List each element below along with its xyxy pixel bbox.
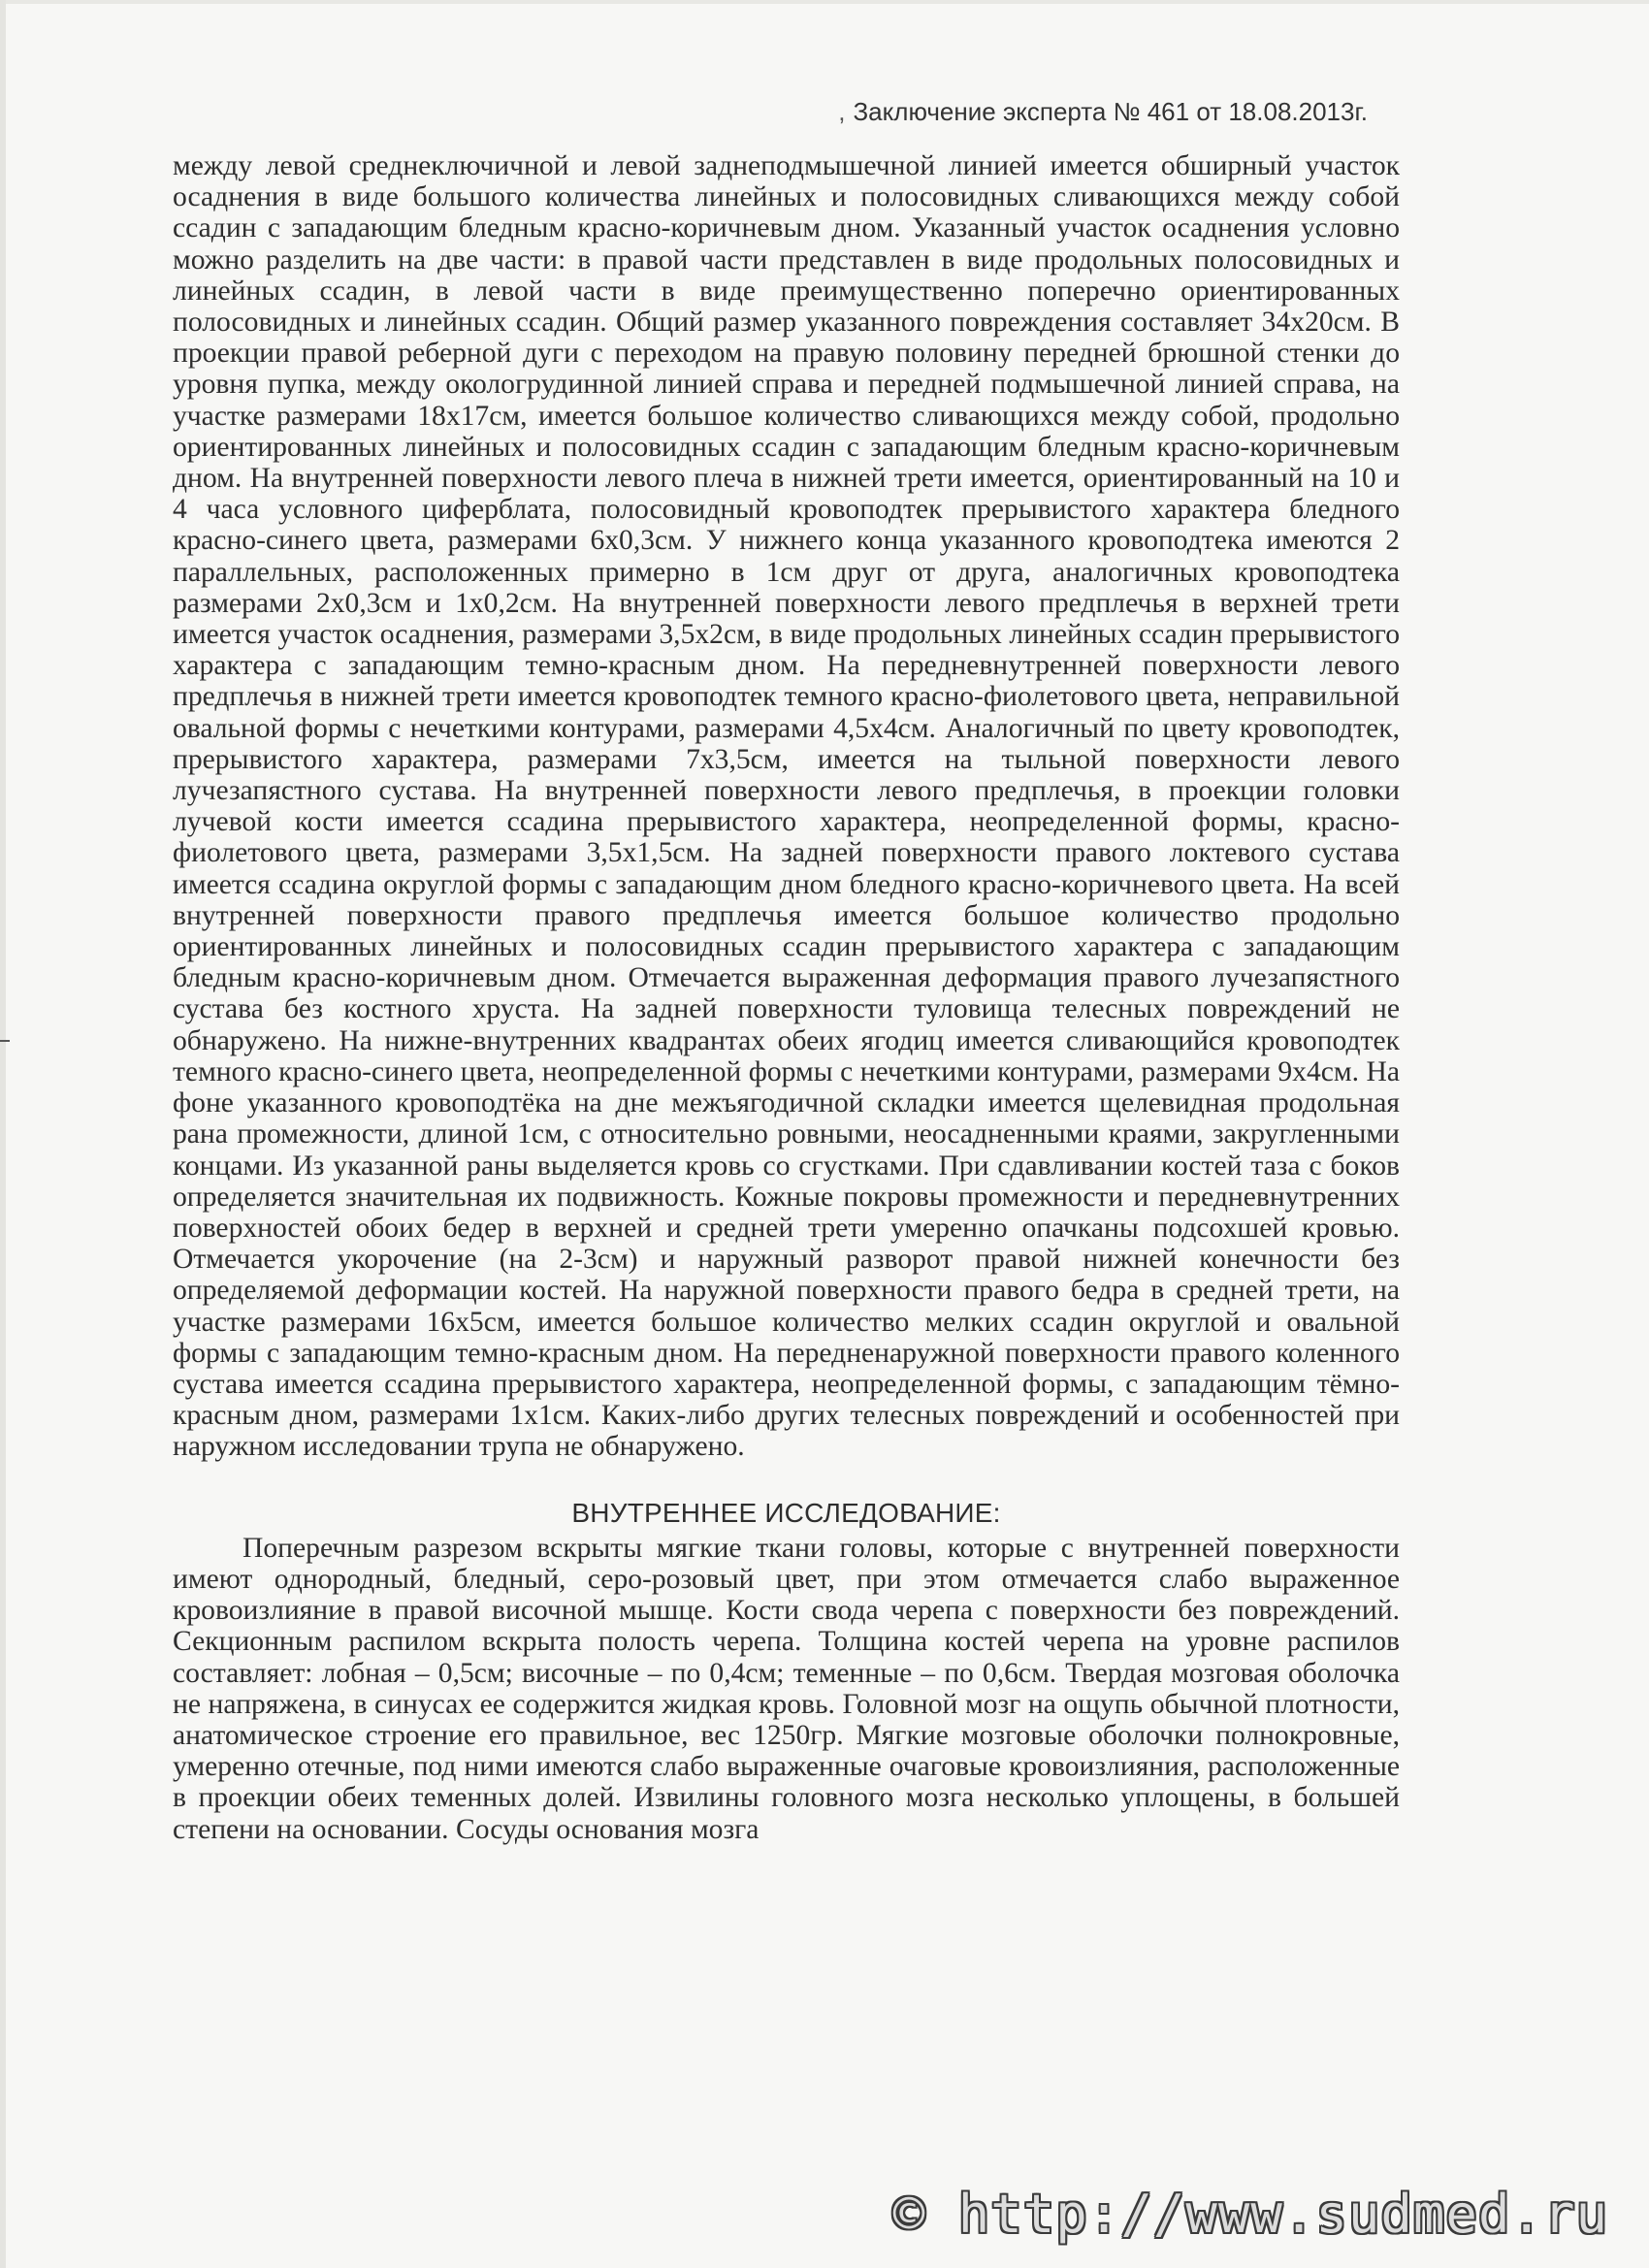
paragraph-external-examination: между левой среднеключичной и левой заднеподмышечной линией имеется обширный участок осаднения в виде большого количества линейных и полосовидных сливающихся между собой ссадин с западающим бледным красно-коричневым дном. Указанный участок осаднения условно можно разделить на две части: в правой части представлен в виде продольных полосовидных и линейных ссадин, в левой части в виде преимущественно поперечно ориентированных полосовидных и линейных ссадин. Общий размер указанного повреждения составляет 34х20см. В проекции правой реберной дуги с переходом на правую половину передней брюшной стенки до уровня пупка, между окологрудинной линией справа и передней подмышечной линией справа, на участке размерами 18х17см, имеется большое количество сливающихся между собой, продольно ориентированных линейных и полосовидных ссадин с западающим бледным красно-коричневым дном. На внутренней поверхности левого плеча в нижней трети имеется, ориентированный на 10 и 4 часа условного циферблата, полосовидный кровоподтек прерывистого характера бледного красно-синего цвета, размерами 6х0,3см. У нижнего конца указанного кровоподтека имеются 2 параллельных, расположенных примерно в 1см друг от друга, аналогичных кровоподтека размерами 2х0,3см и 1х0,2см. На внутренней поверхности левого предплечья в верхней трети имеется участок осаднения, размерами 3,5х2см, в виде продольных линейных ссадин прерывистого характера с западающим темно-красным дном. На передневнутренней поверхности левого предплечья в нижней трети имеется кровоподтек темного красно-фиолетового цвета, неправильной овальной формы с нечеткими контурами, размерами 4,5х4см. Аналогичный по цвету кровоподтек, прерывистого характера, размерами 7х3,5см, имеется на тыльной поверхности левого лучезапястного сустава. На внутренней поверхности левого предплечья, в проекции головки лучевой кости имеется ссадина прерывистого характера, неопределенной формы, красно-фиолетового цвета, размерами 3,5х1,5см. На задней поверхности правого локтевого сустава имеется ссадина округлой формы с западающим дном бледного красно-коричневого цвета. На всей внутренней поверхности правого предплечья имеется большое количество продольно ориентированных линейных и полосовидных ссадин прерывистого характера с западающим бледным красно-коричневым дном. Отмечается выраженная деформация правого лучезапястного сустава без костного хруста. На задней поверхности туловища телесных повреждений не обнаружено. На нижне-внутренних квадрантах обеих ягодиц имеется сливающийся кровоподтек темного красно-синего цвета, неопределенной формы с нечеткими контурами, размерами 9х4см. На фоне указанного кровоподтёка на дне межъягодичной складки имеется щелевидная продольная рана промежности, длиной 1см, с относительно ровными, неосадненными краями, закругленными концами. Из указанной раны выделяется кровь со сгустками. При сдавливании костей таза с боков определяется значительная их подвижность. Кожные покровы промежности и передневнутренних поверхностей обоих бедер в верхней и средней трети умеренно опачканы подсохшей кровью. Отмечается укорочение (на 2-3см) и наружный разворот правой нижней конечности без определяемой деформации костей. На наружной поверхности правого бедра в средней трети, на участке размерами 16х5см, имеется большое количество мелких ссадин округлой и овальной формы с западающим темно-красным дном. На передненаружной поверхности правого коленного сустава имеется ссадина прерывистого характера, неопределенной формы, с западающим тёмно-красным дном, размерами 1х1см. Каких-либо других телесных повреждений и особенностей при наружном исследовании трупа не обнаружено. — [173, 150, 1400, 1463]
scan-edge-top — [0, 0, 1649, 4]
document-body — [173, 150, 1400, 1845]
header-mark: , — [838, 97, 846, 126]
paragraph-internal-examination: Поперечным разрезом вскрыты мягкие ткани головы, которые с внутренней поверхности имеют однородный, бледный, серо-розовый цвет, при этом отмечается слабо выраженное кровоизлияние в правой височной мышце. Кости свода черепа с поверхности без повреждений. Секционным распилом вскрыта полость черепа. Толщина костей черепа на уровне распилов составляет: лобная – 0,5см; височные – по 0,4см; теменные – по 0,6см. Твердая мозговая оболочка не напряжена, в синусах ее содержится жидкая кровь. Головной мозг на ощупь обычной плотности, анатомическое строение его правильное, вес 1250гр. Мягкие мозговые оболочки полнокровные, умеренно отечные, под ними имеются слабо выраженные очаговые кровоизлияния, расположенные в проекции обеих теменных долей. Извилины головного мозга несколько уплощены, в большей степени на основании. Сосуды основания мозга — [173, 1532, 1400, 1845]
header-text: Заключение эксперта № 461 от 18.08.2013г. — [853, 97, 1368, 126]
scan-edge-left — [0, 0, 6, 2268]
punch-mark — [0, 1040, 10, 1042]
section-title-internal-examination: ВНУТРЕННЕЕ ИССЛЕДОВАНИЕ: — [571, 1497, 1001, 1528]
watermark: © http://www.sudmed.ru — [892, 2184, 1608, 2245]
document-header — [838, 97, 1368, 127]
